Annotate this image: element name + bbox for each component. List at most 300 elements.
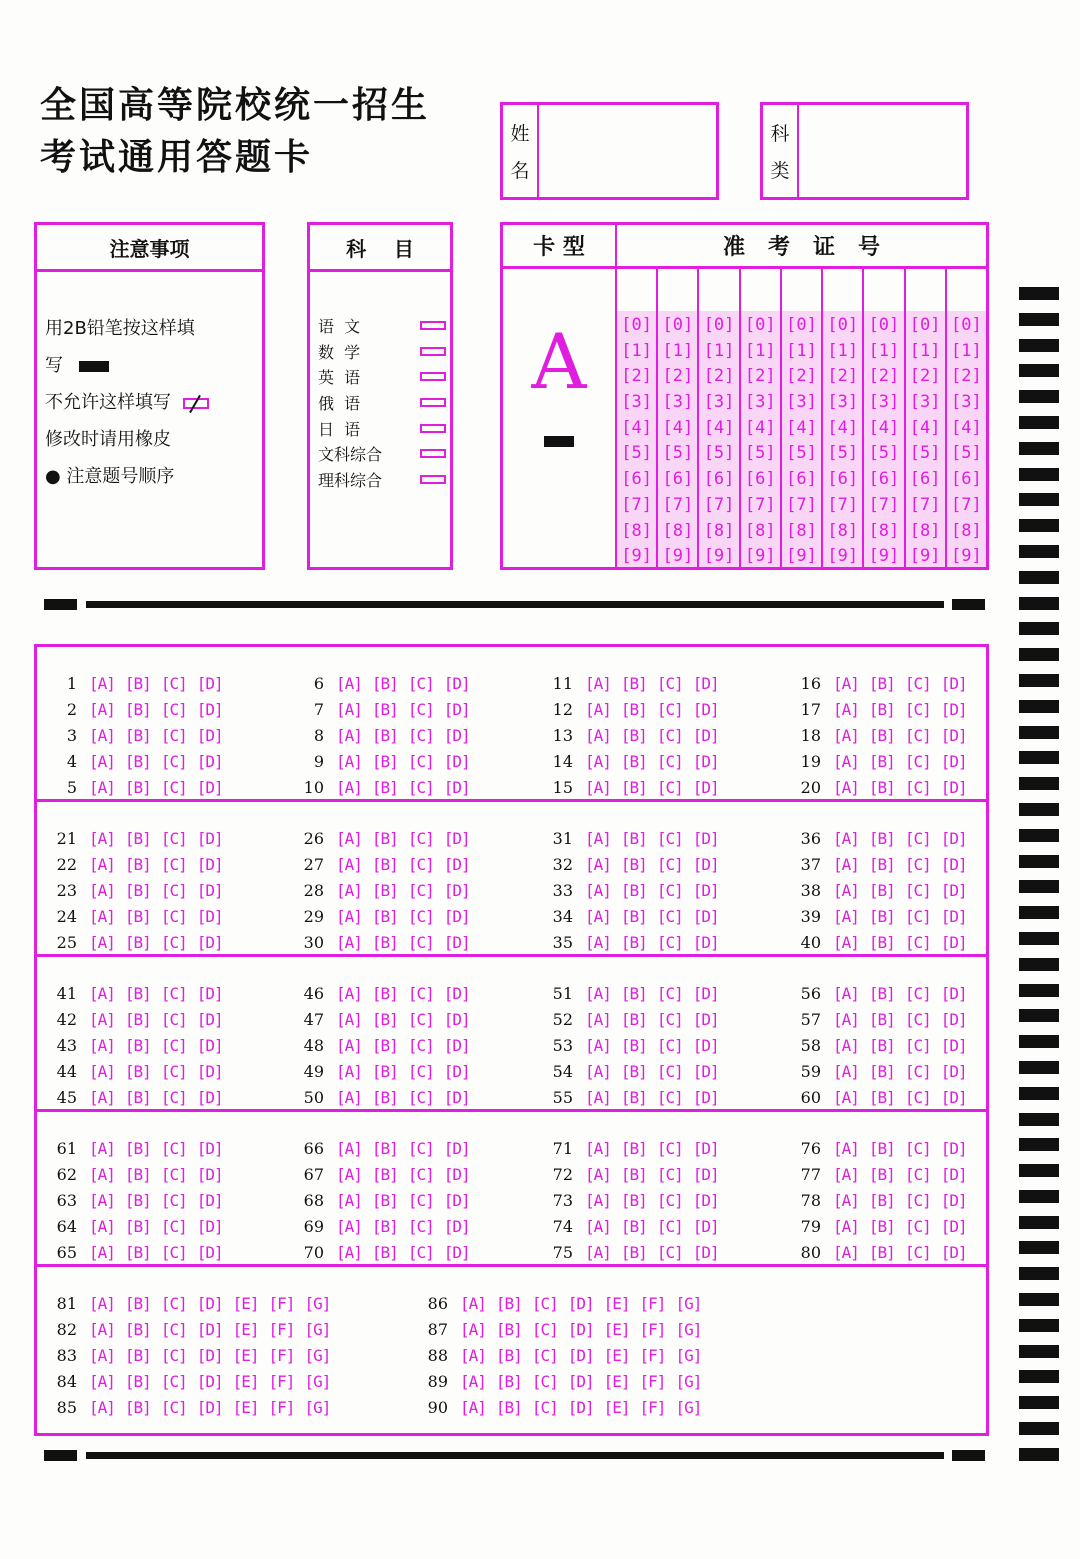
- option-bubble[interactable]: [A]: [585, 1165, 611, 1185]
- option-bubble[interactable]: [B]: [371, 1139, 398, 1159]
- option-bubble[interactable]: [C]: [656, 906, 683, 926]
- option-bubble[interactable]: [D]: [940, 1061, 967, 1081]
- option-bubble[interactable]: [D]: [196, 1087, 223, 1107]
- option-bubble[interactable]: [G]: [304, 1397, 331, 1417]
- option-bubble[interactable]: [D]: [196, 1371, 223, 1391]
- option-bubble[interactable]: [A]: [460, 1294, 486, 1314]
- digit-bubble[interactable]: [3]: [786, 392, 817, 413]
- option-bubble[interactable]: [A]: [585, 1061, 611, 1081]
- option-bubble[interactable]: [D]: [940, 829, 967, 849]
- card-type-fill-mark-icon[interactable]: [544, 436, 574, 447]
- option-bubble[interactable]: [A]: [89, 1061, 115, 1081]
- option-bubble[interactable]: [D]: [196, 932, 223, 952]
- option-bubble[interactable]: [B]: [620, 1165, 647, 1185]
- digit-bubble[interactable]: [2]: [868, 366, 900, 387]
- option-bubble[interactable]: [C]: [904, 1165, 931, 1185]
- option-bubble[interactable]: [A]: [336, 829, 362, 849]
- option-bubble[interactable]: [C]: [904, 1035, 931, 1055]
- option-bubble[interactable]: [A]: [833, 1190, 859, 1210]
- exam-id-write-cell[interactable]: [945, 269, 986, 311]
- option-bubble[interactable]: [B]: [868, 777, 895, 797]
- option-bubble[interactable]: [D]: [443, 777, 470, 797]
- option-bubble[interactable]: [D]: [692, 1216, 719, 1236]
- option-bubble[interactable]: [C]: [904, 829, 931, 849]
- digit-bubble[interactable]: [0]: [744, 315, 776, 335]
- option-bubble[interactable]: [B]: [620, 1190, 647, 1210]
- option-bubble[interactable]: [A]: [336, 1139, 362, 1159]
- option-bubble[interactable]: [A]: [585, 751, 611, 771]
- option-bubble[interactable]: [D]: [940, 777, 967, 797]
- option-bubble[interactable]: [B]: [371, 1061, 398, 1081]
- option-bubble[interactable]: [D]: [692, 984, 719, 1004]
- digit-bubble[interactable]: [1]: [662, 340, 694, 361]
- option-bubble[interactable]: [D]: [196, 1397, 223, 1417]
- option-bubble[interactable]: [A]: [585, 674, 611, 694]
- option-bubble[interactable]: [D]: [940, 1216, 967, 1236]
- digit-bubble[interactable]: [3]: [744, 392, 776, 413]
- digit-bubble[interactable]: [4]: [909, 417, 941, 438]
- option-bubble[interactable]: [A]: [336, 777, 362, 797]
- option-bubble[interactable]: [D]: [692, 1061, 719, 1081]
- exam-id-write-cell[interactable]: [656, 269, 697, 311]
- option-bubble[interactable]: [A]: [585, 777, 611, 797]
- option-bubble[interactable]: [D]: [443, 1035, 470, 1055]
- option-bubble[interactable]: [C]: [656, 1216, 683, 1236]
- digit-bubble[interactable]: [7]: [786, 494, 817, 515]
- option-bubble[interactable]: [C]: [656, 984, 683, 1004]
- option-bubble[interactable]: [C]: [656, 880, 683, 900]
- option-bubble[interactable]: [B]: [371, 1087, 398, 1107]
- option-bubble[interactable]: [A]: [460, 1320, 486, 1340]
- option-bubble[interactable]: [C]: [407, 725, 434, 745]
- option-bubble[interactable]: [A]: [833, 1216, 859, 1236]
- option-bubble[interactable]: [C]: [160, 1139, 187, 1159]
- option-bubble[interactable]: [C]: [531, 1397, 558, 1417]
- option-bubble[interactable]: [D]: [196, 880, 223, 900]
- option-bubble[interactable]: [B]: [371, 674, 398, 694]
- option-bubble[interactable]: [D]: [940, 855, 967, 875]
- option-bubble[interactable]: [D]: [940, 1165, 967, 1185]
- digit-bubble[interactable]: [1]: [909, 340, 941, 361]
- exam-id-write-cells[interactable]: [617, 269, 986, 313]
- option-bubble[interactable]: [C]: [407, 1165, 434, 1185]
- option-bubble[interactable]: [C]: [904, 984, 931, 1004]
- digit-bubble[interactable]: [6]: [703, 469, 735, 490]
- option-bubble[interactable]: [C]: [407, 700, 434, 720]
- option-bubble[interactable]: [E]: [232, 1397, 259, 1417]
- option-bubble[interactable]: [A]: [89, 725, 115, 745]
- digit-bubble[interactable]: [1]: [703, 340, 735, 361]
- digit-bubble[interactable]: [1]: [951, 340, 982, 361]
- option-bubble[interactable]: [A]: [585, 855, 611, 875]
- digit-bubble[interactable]: [6]: [786, 469, 817, 490]
- option-bubble[interactable]: [D]: [940, 1190, 967, 1210]
- option-bubble[interactable]: [C]: [656, 1035, 683, 1055]
- option-bubble[interactable]: [C]: [656, 932, 683, 952]
- option-bubble[interactable]: [C]: [160, 1320, 187, 1340]
- option-bubble[interactable]: [B]: [124, 674, 151, 694]
- option-bubble[interactable]: [B]: [124, 1216, 151, 1236]
- option-bubble[interactable]: [B]: [371, 725, 398, 745]
- option-bubble[interactable]: [C]: [656, 725, 683, 745]
- option-bubble[interactable]: [D]: [443, 855, 470, 875]
- option-bubble[interactable]: [B]: [371, 700, 398, 720]
- option-bubble[interactable]: [A]: [585, 932, 611, 952]
- option-bubble[interactable]: [C]: [656, 1165, 683, 1185]
- digit-bubble[interactable]: [8]: [951, 520, 982, 541]
- option-bubble[interactable]: [B]: [495, 1345, 522, 1365]
- digit-bubble[interactable]: [4]: [786, 417, 817, 438]
- option-bubble[interactable]: [C]: [656, 1061, 683, 1081]
- option-bubble[interactable]: [D]: [692, 1035, 719, 1055]
- option-bubble[interactable]: [B]: [868, 1165, 895, 1185]
- option-bubble[interactable]: [D]: [940, 1087, 967, 1107]
- digit-bubble[interactable]: [4]: [827, 417, 859, 438]
- subject-bubble[interactable]: [420, 347, 446, 356]
- option-bubble[interactable]: [A]: [833, 880, 859, 900]
- option-bubble[interactable]: [B]: [124, 700, 151, 720]
- option-bubble[interactable]: [C]: [904, 700, 931, 720]
- option-bubble[interactable]: [C]: [160, 1165, 187, 1185]
- option-bubble[interactable]: [B]: [124, 1371, 151, 1391]
- exam-id-write-cell[interactable]: [780, 269, 821, 311]
- option-bubble[interactable]: [A]: [585, 1010, 611, 1030]
- option-bubble[interactable]: [B]: [495, 1371, 522, 1391]
- option-bubble[interactable]: [C]: [407, 1242, 434, 1262]
- option-bubble[interactable]: [D]: [196, 855, 223, 875]
- option-bubble[interactable]: [C]: [160, 984, 187, 1004]
- digit-bubble[interactable]: [2]: [703, 366, 735, 387]
- option-bubble[interactable]: [D]: [940, 751, 967, 771]
- digit-bubble[interactable]: [2]: [951, 366, 982, 387]
- option-bubble[interactable]: [D]: [692, 855, 719, 875]
- option-bubble[interactable]: [C]: [160, 932, 187, 952]
- option-bubble[interactable]: [A]: [460, 1371, 486, 1391]
- digit-bubble[interactable]: [3]: [951, 392, 982, 413]
- option-bubble[interactable]: [A]: [460, 1345, 486, 1365]
- option-bubble[interactable]: [D]: [692, 1190, 719, 1210]
- digit-bubble[interactable]: [0]: [703, 315, 735, 335]
- digit-bubble[interactable]: [5]: [621, 443, 652, 464]
- option-bubble[interactable]: [C]: [904, 751, 931, 771]
- digit-bubble[interactable]: [1]: [621, 340, 652, 361]
- exam-id-write-cell[interactable]: [739, 269, 780, 311]
- option-bubble[interactable]: [B]: [868, 725, 895, 745]
- option-bubble[interactable]: [B]: [495, 1320, 522, 1340]
- option-bubble[interactable]: [A]: [833, 777, 859, 797]
- option-bubble[interactable]: [A]: [89, 1320, 115, 1340]
- option-bubble[interactable]: [B]: [371, 1010, 398, 1030]
- digit-bubble[interactable]: [9]: [621, 546, 652, 567]
- option-bubble[interactable]: [A]: [585, 1035, 611, 1055]
- option-bubble[interactable]: [G]: [304, 1345, 331, 1365]
- option-bubble[interactable]: [A]: [89, 1345, 115, 1365]
- option-bubble[interactable]: [D]: [196, 1242, 223, 1262]
- subject-bubble[interactable]: [420, 449, 446, 458]
- option-bubble[interactable]: [B]: [620, 1216, 647, 1236]
- option-bubble[interactable]: [D]: [196, 984, 223, 1004]
- option-bubble[interactable]: [C]: [160, 1345, 187, 1365]
- option-bubble[interactable]: [B]: [371, 1035, 398, 1055]
- option-bubble[interactable]: [B]: [124, 1242, 151, 1262]
- option-bubble[interactable]: [C]: [160, 674, 187, 694]
- digit-bubble[interactable]: [1]: [744, 340, 776, 361]
- option-bubble[interactable]: [B]: [495, 1397, 522, 1417]
- option-bubble[interactable]: [C]: [531, 1320, 558, 1340]
- option-bubble[interactable]: [A]: [585, 1242, 611, 1262]
- option-bubble[interactable]: [C]: [904, 1010, 931, 1030]
- digit-bubble[interactable]: [2]: [621, 366, 652, 387]
- digit-bubble[interactable]: [7]: [909, 494, 941, 515]
- option-bubble[interactable]: [A]: [89, 1165, 115, 1185]
- subject-row[interactable]: [318, 364, 446, 390]
- digit-bubble[interactable]: [4]: [662, 417, 694, 438]
- digit-bubble[interactable]: [7]: [703, 494, 735, 515]
- digit-bubble[interactable]: [5]: [827, 443, 859, 464]
- option-bubble[interactable]: [B]: [868, 1035, 895, 1055]
- option-bubble[interactable]: [D]: [443, 1061, 470, 1081]
- option-bubble[interactable]: [A]: [89, 1035, 115, 1055]
- digit-bubble[interactable]: [6]: [662, 469, 694, 490]
- digit-bubble[interactable]: [5]: [744, 443, 776, 464]
- digit-bubble[interactable]: [3]: [827, 392, 859, 413]
- exam-id-write-cell[interactable]: [862, 269, 903, 311]
- option-bubble[interactable]: [D]: [443, 725, 470, 745]
- option-bubble[interactable]: [B]: [124, 1294, 151, 1314]
- option-bubble[interactable]: [C]: [904, 880, 931, 900]
- option-bubble[interactable]: [D]: [443, 1010, 470, 1030]
- option-bubble[interactable]: [B]: [868, 700, 895, 720]
- option-bubble[interactable]: [C]: [904, 1242, 931, 1262]
- option-bubble[interactable]: [D]: [940, 932, 967, 952]
- digit-bubble[interactable]: [5]: [868, 443, 900, 464]
- option-bubble[interactable]: [A]: [336, 674, 362, 694]
- option-bubble[interactable]: [B]: [868, 1190, 895, 1210]
- digit-bubble[interactable]: [0]: [868, 315, 900, 335]
- digit-bubble[interactable]: [7]: [868, 494, 900, 515]
- option-bubble[interactable]: [D]: [443, 932, 470, 952]
- option-bubble[interactable]: [A]: [585, 984, 611, 1004]
- option-bubble[interactable]: [D]: [692, 777, 719, 797]
- option-bubble[interactable]: [D]: [692, 829, 719, 849]
- option-bubble[interactable]: [B]: [868, 674, 895, 694]
- option-bubble[interactable]: [A]: [585, 1190, 611, 1210]
- exam-id-write-cell[interactable]: [697, 269, 738, 311]
- option-bubble[interactable]: [B]: [868, 751, 895, 771]
- digit-bubble[interactable]: [1]: [827, 340, 859, 361]
- option-bubble[interactable]: [C]: [160, 700, 187, 720]
- subject-row[interactable]: [318, 339, 446, 365]
- option-bubble[interactable]: [B]: [124, 1010, 151, 1030]
- option-bubble[interactable]: [D]: [196, 1294, 223, 1314]
- option-bubble[interactable]: [A]: [833, 1242, 859, 1262]
- subject-bubble[interactable]: [420, 321, 446, 330]
- option-bubble[interactable]: [C]: [160, 1397, 187, 1417]
- option-bubble[interactable]: [A]: [89, 880, 115, 900]
- option-bubble[interactable]: [B]: [620, 1139, 647, 1159]
- option-bubble[interactable]: [A]: [89, 700, 115, 720]
- digit-bubble[interactable]: [0]: [621, 315, 652, 335]
- option-bubble[interactable]: [D]: [692, 1087, 719, 1107]
- option-bubble[interactable]: [A]: [89, 1216, 115, 1236]
- option-bubble[interactable]: [C]: [160, 906, 187, 926]
- option-bubble[interactable]: [C]: [656, 777, 683, 797]
- option-bubble[interactable]: [B]: [371, 1216, 398, 1236]
- option-bubble[interactable]: [C]: [531, 1294, 558, 1314]
- option-bubble[interactable]: [A]: [89, 1294, 115, 1314]
- name-field[interactable]: [500, 102, 719, 200]
- option-bubble[interactable]: [A]: [833, 1165, 859, 1185]
- option-bubble[interactable]: [B]: [124, 777, 151, 797]
- option-bubble[interactable]: [D]: [196, 700, 223, 720]
- option-bubble[interactable]: [D]: [443, 1165, 470, 1185]
- digit-bubble[interactable]: [0]: [786, 315, 817, 335]
- option-bubble[interactable]: [B]: [124, 1139, 151, 1159]
- option-bubble[interactable]: [C]: [160, 1087, 187, 1107]
- option-bubble[interactable]: [A]: [89, 1371, 115, 1391]
- option-bubble[interactable]: [B]: [620, 1087, 647, 1107]
- option-bubble[interactable]: [D]: [443, 1242, 470, 1262]
- digit-bubble[interactable]: [4]: [868, 417, 900, 438]
- option-bubble[interactable]: [D]: [443, 906, 470, 926]
- option-bubble[interactable]: [A]: [460, 1397, 486, 1417]
- option-bubble[interactable]: [F]: [268, 1397, 295, 1417]
- option-bubble[interactable]: [F]: [268, 1294, 295, 1314]
- option-bubble[interactable]: [B]: [371, 829, 398, 849]
- option-bubble[interactable]: [B]: [371, 932, 398, 952]
- option-bubble[interactable]: [B]: [620, 906, 647, 926]
- digit-bubble[interactable]: [6]: [621, 469, 652, 490]
- option-bubble[interactable]: [D]: [443, 674, 470, 694]
- digit-bubble[interactable]: [2]: [662, 366, 694, 387]
- option-bubble[interactable]: [B]: [620, 1010, 647, 1030]
- option-bubble[interactable]: [F]: [268, 1320, 295, 1340]
- option-bubble[interactable]: [B]: [868, 1242, 895, 1262]
- digit-bubble[interactable]: [3]: [703, 392, 735, 413]
- digit-bubble[interactable]: [9]: [827, 546, 859, 567]
- option-bubble[interactable]: [G]: [304, 1371, 331, 1391]
- option-bubble[interactable]: [B]: [868, 829, 895, 849]
- option-bubble[interactable]: [C]: [904, 1139, 931, 1159]
- option-bubble[interactable]: [B]: [371, 751, 398, 771]
- option-bubble[interactable]: [D]: [940, 1035, 967, 1055]
- option-bubble[interactable]: [B]: [868, 1087, 895, 1107]
- option-bubble[interactable]: [C]: [407, 984, 434, 1004]
- option-bubble[interactable]: [G]: [675, 1397, 702, 1417]
- option-bubble[interactable]: [C]: [160, 725, 187, 745]
- option-bubble[interactable]: [B]: [868, 932, 895, 952]
- digit-bubble[interactable]: [8]: [868, 520, 900, 541]
- option-bubble[interactable]: [D]: [196, 1320, 223, 1340]
- digit-bubble[interactable]: [6]: [827, 469, 859, 490]
- option-bubble[interactable]: [B]: [620, 751, 647, 771]
- option-bubble[interactable]: [A]: [833, 1061, 859, 1081]
- exam-id-write-cell[interactable]: [617, 269, 656, 311]
- option-bubble[interactable]: [D]: [940, 674, 967, 694]
- option-bubble[interactable]: [B]: [620, 855, 647, 875]
- digit-bubble[interactable]: [9]: [786, 546, 817, 567]
- digit-bubble[interactable]: [0]: [662, 315, 694, 335]
- option-bubble[interactable]: [A]: [336, 751, 362, 771]
- option-bubble[interactable]: [A]: [585, 700, 611, 720]
- option-bubble[interactable]: [A]: [585, 906, 611, 926]
- option-bubble[interactable]: [C]: [904, 674, 931, 694]
- option-bubble[interactable]: [A]: [89, 1397, 115, 1417]
- option-bubble[interactable]: [A]: [336, 700, 362, 720]
- option-bubble[interactable]: [B]: [868, 855, 895, 875]
- digit-bubble[interactable]: [9]: [868, 546, 900, 567]
- option-bubble[interactable]: [A]: [833, 700, 859, 720]
- option-bubble[interactable]: [A]: [336, 984, 362, 1004]
- option-bubble[interactable]: [D]: [567, 1371, 594, 1391]
- option-bubble[interactable]: [B]: [124, 1397, 151, 1417]
- digit-bubble[interactable]: [8]: [744, 520, 776, 541]
- digit-bubble[interactable]: [8]: [909, 520, 941, 541]
- option-bubble[interactable]: [A]: [833, 1010, 859, 1030]
- option-bubble[interactable]: [D]: [567, 1320, 594, 1340]
- digit-bubble[interactable]: [8]: [621, 520, 652, 541]
- digit-bubble[interactable]: [0]: [827, 315, 859, 335]
- digit-bubble[interactable]: [5]: [909, 443, 941, 464]
- option-bubble[interactable]: [F]: [268, 1345, 295, 1365]
- option-bubble[interactable]: [A]: [336, 1061, 362, 1081]
- option-bubble[interactable]: [C]: [656, 700, 683, 720]
- option-bubble[interactable]: [B]: [124, 829, 151, 849]
- option-bubble[interactable]: [A]: [336, 855, 362, 875]
- option-bubble[interactable]: [C]: [160, 1371, 187, 1391]
- option-bubble[interactable]: [A]: [89, 984, 115, 1004]
- option-bubble[interactable]: [B]: [371, 855, 398, 875]
- option-bubble[interactable]: [D]: [692, 1139, 719, 1159]
- option-bubble[interactable]: [D]: [196, 777, 223, 797]
- digit-bubble[interactable]: [7]: [662, 494, 694, 515]
- option-bubble[interactable]: [D]: [692, 880, 719, 900]
- option-bubble[interactable]: [D]: [443, 1087, 470, 1107]
- digit-bubble[interactable]: [4]: [703, 417, 735, 438]
- digit-bubble[interactable]: [9]: [909, 546, 941, 567]
- option-bubble[interactable]: [A]: [336, 1165, 362, 1185]
- option-bubble[interactable]: [E]: [232, 1345, 259, 1365]
- option-bubble[interactable]: [D]: [443, 700, 470, 720]
- subject-bubble[interactable]: [420, 372, 446, 381]
- digit-bubble[interactable]: [2]: [909, 366, 941, 387]
- option-bubble[interactable]: [D]: [196, 1216, 223, 1236]
- digit-bubble[interactable]: [8]: [786, 520, 817, 541]
- option-bubble[interactable]: [C]: [656, 829, 683, 849]
- option-bubble[interactable]: [B]: [620, 700, 647, 720]
- subject-row[interactable]: [318, 467, 446, 493]
- subject-row[interactable]: [318, 441, 446, 467]
- option-bubble[interactable]: [A]: [89, 1190, 115, 1210]
- option-bubble[interactable]: [D]: [443, 751, 470, 771]
- option-bubble[interactable]: [A]: [336, 906, 362, 926]
- option-bubble[interactable]: [D]: [692, 1242, 719, 1262]
- digit-bubble[interactable]: [6]: [951, 469, 982, 490]
- option-bubble[interactable]: [C]: [904, 1061, 931, 1081]
- option-bubble[interactable]: [F]: [639, 1371, 666, 1391]
- option-bubble[interactable]: [C]: [656, 674, 683, 694]
- option-bubble[interactable]: [A]: [585, 1216, 611, 1236]
- option-bubble[interactable]: [B]: [868, 1061, 895, 1081]
- option-bubble[interactable]: [E]: [603, 1345, 630, 1365]
- digit-bubble[interactable]: [2]: [786, 366, 817, 387]
- digit-bubble[interactable]: [2]: [744, 366, 776, 387]
- option-bubble[interactable]: [A]: [336, 1010, 362, 1030]
- option-bubble[interactable]: [C]: [407, 829, 434, 849]
- option-bubble[interactable]: [A]: [89, 751, 115, 771]
- option-bubble[interactable]: [A]: [336, 1242, 362, 1262]
- option-bubble[interactable]: [B]: [371, 906, 398, 926]
